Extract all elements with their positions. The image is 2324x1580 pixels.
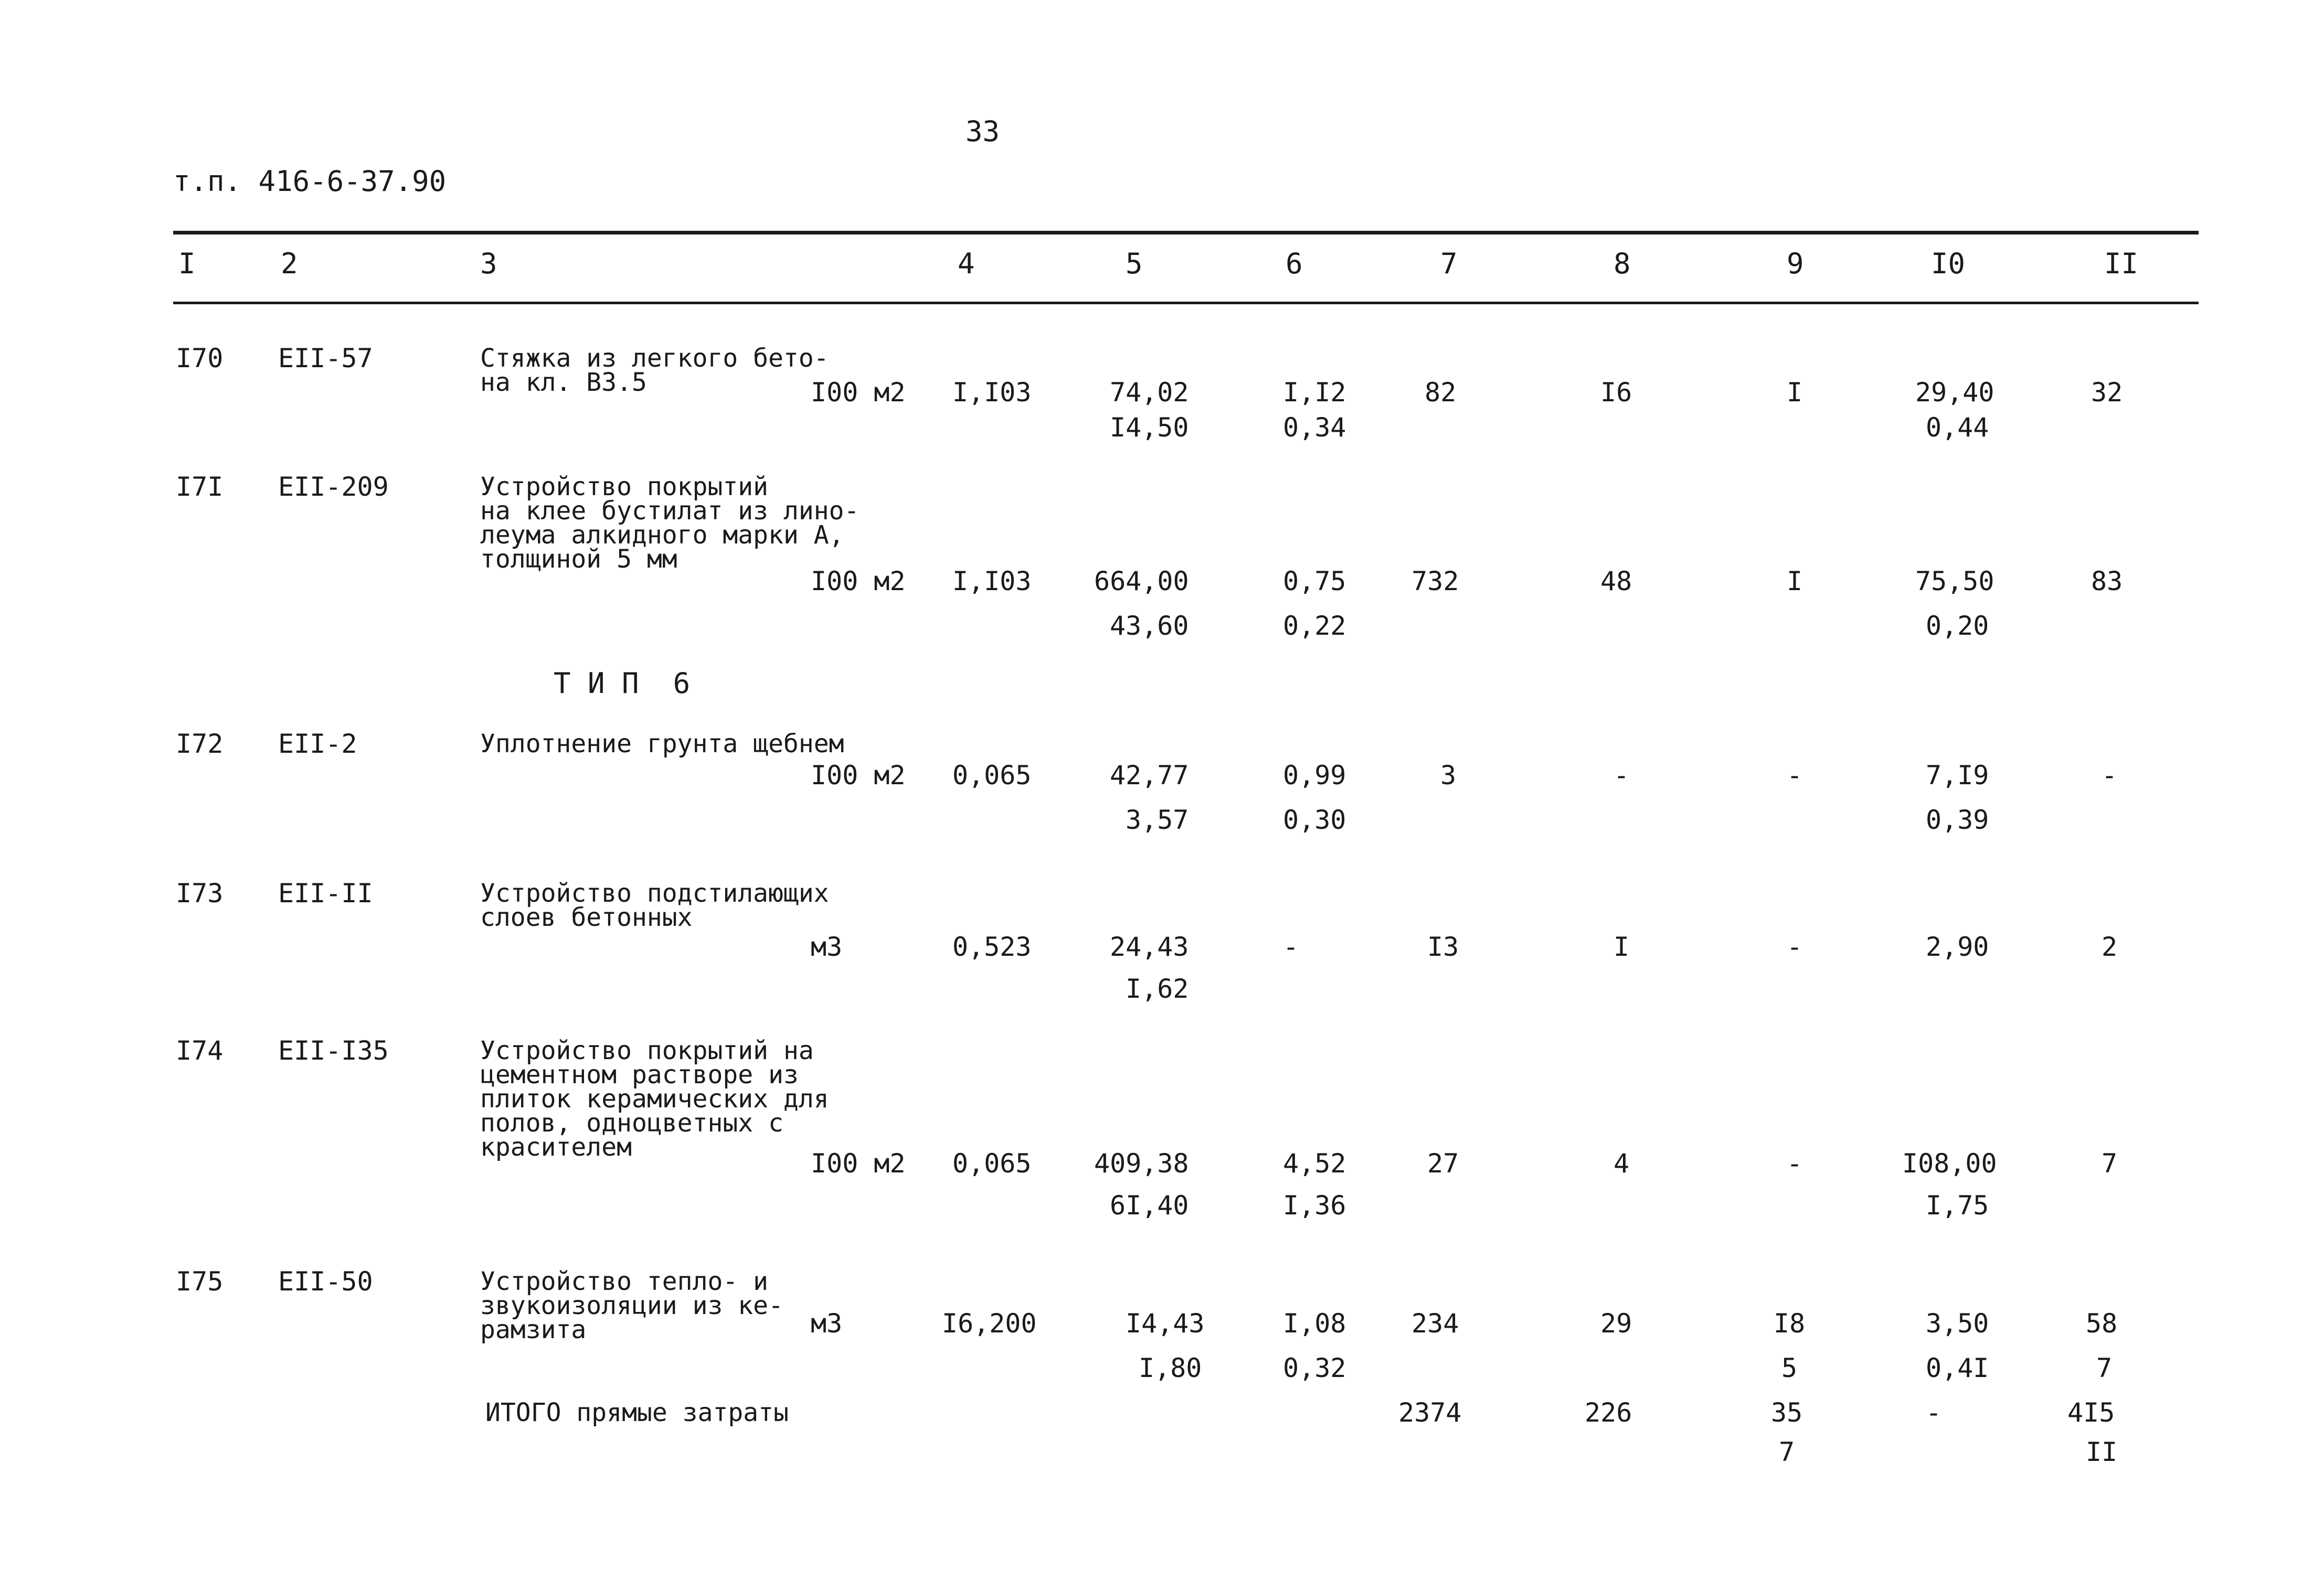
unit-cost-wages: I4,50 <box>1110 412 1189 443</box>
unit: I00 м2 <box>811 566 906 596</box>
quantity: I,I03 <box>952 566 1032 596</box>
labor-total: 32 <box>2091 377 2123 408</box>
total-wages: - <box>1614 760 1630 791</box>
unit-cost: 24,43 <box>1110 932 1189 962</box>
work-description: Устройство подстилающих слоев бетонных <box>480 879 829 932</box>
unit: м3 <box>811 932 843 962</box>
total-machine: I <box>1787 566 1803 596</box>
column-header-2: 2 <box>281 247 298 280</box>
machine-cost: 0,75 <box>1283 566 1346 596</box>
total-cost: 234 <box>1412 1308 1459 1339</box>
labor-unit-machine: 0,39 <box>1926 805 1989 835</box>
labor-unit: 2,90 <box>1926 932 1989 962</box>
total-labor-unit: - <box>1926 1397 1942 1428</box>
total-wages: 29 <box>1600 1308 1632 1339</box>
quantity: I6,200 <box>942 1308 1037 1339</box>
labor-unit: 3,50 <box>1926 1308 1989 1339</box>
total-cost: 3 <box>1440 760 1457 791</box>
column-header-1: I <box>178 247 196 280</box>
row-number: I74 <box>176 1035 224 1066</box>
rate-code: EII-50 <box>278 1266 373 1297</box>
machine-cost: 0,99 <box>1283 760 1346 791</box>
total-machine: - <box>1787 760 1803 791</box>
machine-cost-wages: 0,30 <box>1283 805 1346 835</box>
total-machine: 35 <box>1771 1397 1803 1428</box>
work-description: Стяжка из легкого бето- на кл. В3.5 <box>480 344 829 397</box>
unit: I00 м2 <box>811 760 906 791</box>
rate-code: EII-57 <box>278 343 373 373</box>
quantity: 0,523 <box>952 932 1032 962</box>
unit-cost-wages: 43,60 <box>1110 611 1189 641</box>
total-cost: 82 <box>1425 377 1457 408</box>
row-number: I73 <box>176 878 224 909</box>
total-wages: I6 <box>1600 377 1632 408</box>
row-number: I70 <box>176 343 224 373</box>
labor-unit: 75,50 <box>1915 566 1994 596</box>
machine-cost: - <box>1283 932 1299 962</box>
machine-cost-wages: 0,22 <box>1283 611 1346 641</box>
total-labor: 4I5 <box>2067 1397 2115 1428</box>
column-header-9: 9 <box>1787 247 1804 280</box>
header-rule-top <box>173 231 2199 234</box>
machine-cost: I,08 <box>1283 1308 1346 1339</box>
column-header-6: 6 <box>1286 247 1303 280</box>
total-wages: 226 <box>1585 1397 1632 1428</box>
column-header-11: II <box>2104 247 2139 280</box>
unit-cost: 664,00 <box>1094 566 1189 596</box>
unit-cost-wages: I,62 <box>1126 974 1189 1004</box>
column-header-8: 8 <box>1614 247 1631 280</box>
total-machine: I <box>1787 377 1803 408</box>
work-description: Устройство покрытий на клее бустилат из лино- леума алкидного марки А, толщиной 5 мм <box>480 472 859 574</box>
total-label: ИТОГО прямые затраты <box>485 1398 789 1427</box>
total-cost: I3 <box>1427 932 1459 962</box>
unit-cost-wages: 3,57 <box>1126 805 1189 835</box>
work-description: Устройство покрытий на цементном растворе из плиток керамических для полов, одноцветных с красителем <box>480 1036 829 1162</box>
unit-cost: 74,02 <box>1110 377 1189 408</box>
labor-total: 58 <box>2086 1308 2118 1339</box>
labor-total: - <box>2102 760 2118 791</box>
total-machine: - <box>1787 932 1803 962</box>
column-header-7: 7 <box>1440 247 1458 280</box>
page-number: 33 <box>965 115 1000 148</box>
total-machine-wages: 5 <box>1781 1353 1798 1383</box>
column-header-5: 5 <box>1126 247 1143 280</box>
total-cost: 2374 <box>1398 1397 1462 1428</box>
column-header-4: 4 <box>958 247 975 280</box>
document-reference: т.п. 416-6-37.90 <box>173 165 447 198</box>
row-number: I72 <box>176 729 224 759</box>
labor-unit-machine: 0,44 <box>1926 412 1989 443</box>
machine-cost-wages: 0,34 <box>1283 412 1346 443</box>
unit-cost: I4,43 <box>1126 1308 1205 1339</box>
rate-code: EII-II <box>278 878 373 909</box>
row-number: I75 <box>176 1266 224 1297</box>
machine-cost: 4,52 <box>1283 1148 1346 1179</box>
unit: I00 м2 <box>811 377 906 408</box>
labor-total: 83 <box>2091 566 2123 596</box>
labor-total-machine: 7 <box>2096 1353 2113 1383</box>
rate-code: EII-209 <box>278 472 389 502</box>
column-header-3: 3 <box>480 247 497 280</box>
total-wages: 48 <box>1600 566 1632 596</box>
labor-unit-machine: I,75 <box>1926 1190 1989 1221</box>
column-header-10: I0 <box>1931 247 1966 280</box>
total-wages: I <box>1614 932 1630 962</box>
quantity: 0,065 <box>952 760 1032 791</box>
total-labor-machine: II <box>2086 1437 2118 1467</box>
total-cost: 27 <box>1427 1148 1459 1179</box>
total-machine: I8 <box>1774 1308 1806 1339</box>
unit: I00 м2 <box>811 1148 906 1179</box>
work-description: Устройство тепло- и звукоизоляции из ке- рамзита <box>480 1267 783 1344</box>
total-machine-wages: 7 <box>1779 1437 1795 1467</box>
labor-unit-machine: 0,4I <box>1926 1353 1989 1383</box>
total-machine: - <box>1787 1148 1803 1179</box>
total-cost: 732 <box>1412 566 1459 596</box>
labor-unit: I08,00 <box>1902 1148 1997 1179</box>
quantity: I,I03 <box>952 377 1032 408</box>
unit: м3 <box>811 1308 843 1339</box>
labor-total: 2 <box>2102 932 2118 962</box>
labor-unit-machine: 0,20 <box>1926 611 1989 641</box>
labor-unit: 29,40 <box>1915 377 1994 408</box>
rate-code: EII-2 <box>278 729 357 759</box>
unit-cost: 42,77 <box>1110 760 1189 791</box>
header-rule-bottom <box>173 302 2199 304</box>
unit-cost-wages: 6I,40 <box>1110 1190 1189 1221</box>
work-description: Уплотнение грунта щебнем <box>480 729 844 759</box>
row-number: I7I <box>176 472 224 502</box>
rate-code: EII-I35 <box>278 1035 389 1066</box>
unit-cost-wages: I,80 <box>1139 1353 1202 1383</box>
quantity: 0,065 <box>952 1148 1032 1179</box>
section-heading: Т И П 6 <box>554 667 691 700</box>
labor-total: 7 <box>2102 1148 2118 1179</box>
machine-cost-wages: I,36 <box>1283 1190 1346 1221</box>
unit-cost: 409,38 <box>1094 1148 1189 1179</box>
machine-cost: I,I2 <box>1283 377 1346 408</box>
total-wages: 4 <box>1614 1148 1630 1179</box>
labor-unit: 7,I9 <box>1926 760 1989 791</box>
machine-cost-wages: 0,32 <box>1283 1353 1346 1383</box>
